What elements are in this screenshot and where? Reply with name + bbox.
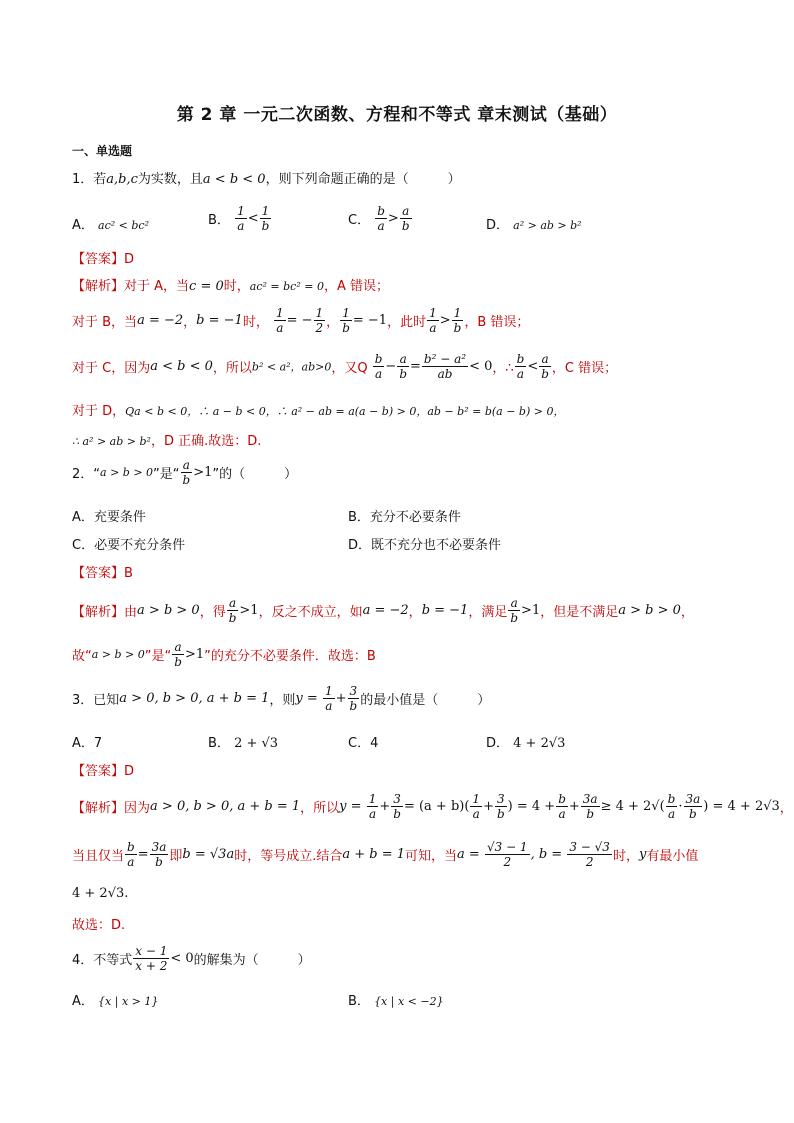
q4-option-a: A． {x | x > 1}: [72, 994, 159, 1009]
q1-analysis-line-5: ∴ a² > ab > b²，D 正确.故选：D.: [72, 434, 262, 449]
q3-answer: 【答案】D: [72, 764, 135, 779]
q3-option-c: C．4: [348, 736, 379, 751]
q2-analysis-line-1: 【解析】由a > b > 0，得 $\frac{a}{b}$ >1，反之不成立，如a = −2，b = −1，满足 $\frac{a}{b}$ >1，但是不满足a > b > 0，: [72, 596, 694, 625]
q3-analysis-line-1: 【解析】因为a > 0, b > 0, a + b = 1，所以y = $\frac{1}{a}$ + $\frac{3}{b}$ = (a + b)( $\frac{1}{a}$ + $\frac{3}{b}$ ) = 4 + $\frac{b}{a}$ + $\frac{3a}{b}$ ≥ 4 + 2√( $\frac{b}{a}$ · $\frac{3a}{b}$ ) = 4 + 2√3，: [72, 792, 793, 821]
q1-analysis-line-4: 对于 D，Qa < b < 0，∴ a − b < 0，∴ a² − ab = a(a − b) > 0，ab − b² = b(a − b) > 0，: [72, 404, 565, 419]
q1-answer: 【答案】D: [72, 252, 135, 267]
question-3-stem: 3．已知a > 0, b > 0, a + b = 1，则y = $\frac{1}{a}$ + $\frac{3}{b}$ 的最小值是（ ）: [72, 684, 491, 713]
q1-option-c: C． $\frac{b}{a}$ > $\frac{a}{b}$: [348, 204, 410, 233]
question-1-stem: 1．若a,b,c为实数，且a < b < 0，则下列命题正确的是（ ）: [72, 172, 461, 187]
q3-analysis-line-2: 当且仅当 $\frac{b}{a}$ = $\frac{3a}{b}$ 即b = √3a时，等号成立.结合a + b = 1可知，当a = $\frac{√3 - 1}{2}$ , b = $\frac{3 - √3}{2}$ 时，y有最小值: [72, 840, 699, 869]
q1-option-b: B． $\frac{1}{a}$ < $\frac{1}{b}$: [208, 204, 270, 233]
q2-option-c: C．必要不充分条件: [72, 538, 186, 553]
q3-option-d: D． 4 + 2√3: [486, 736, 566, 751]
q1-option-a: A． ac² < bc²: [72, 218, 149, 233]
q1-analysis-line-3: 对于 C，因为a < b < 0，所以b² < a²，ab>0，又Q $\frac{b}{a}$ − $\frac{a}{b}$ = $\frac{\text{b² − a²}}{ab}$ < 0，∴ $\frac{b}{a}$ < $\frac{a}{b}$ ，C 错误；: [72, 352, 618, 381]
q1-analysis-line-2: 对于 B，当a = −2，b = −1时， $\frac{1}{a}$ = − $\frac{1}{2}$ ， $\frac{1}{b}$ = −1，此时 $\frac{1}{a}$ > $\frac{1}{b}$ ，B 错误；: [72, 306, 530, 335]
page-title: 第 2 章 一元二次函数、方程和不等式 章末测试（基础）: [176, 105, 618, 125]
q2-analysis-line-2: 故“a > b > 0”是“ $\frac{a}{b}$ >1”的充分不必要条件．故选：B: [72, 640, 376, 669]
q2-option-a: A．充要条件: [72, 510, 146, 525]
question-2-stem: 2．“a > b > 0”是“ $\frac{a}{b}$ >1”的（ ）: [72, 458, 298, 487]
q2-option-d: D．既不充分也不必要条件: [348, 538, 502, 553]
q4-option-b: B． {x | x < −2}: [348, 994, 444, 1009]
q1-option-d: D． a² > ab > b²: [486, 218, 582, 233]
q2-option-b: B．充分不必要条件: [348, 510, 461, 525]
q2-answer: 【答案】B: [72, 566, 133, 581]
section-heading: 一、单选题: [72, 144, 133, 158]
question-4-stem: 4．不等式 $\frac{x - 1}{x + 2}$ < 0的解集为（ ）: [72, 944, 311, 973]
q3-analysis-line-4: 故选：D.: [72, 918, 126, 933]
q3-option-b: B． 2 + √3: [208, 736, 279, 751]
q3-option-a: A．7: [72, 736, 103, 751]
q3-analysis-line-3: 4 + 2√3.: [72, 886, 129, 901]
q1-analysis-line-1: 【解析】对于 A，当c = 0时，ac² = bc² = 0，A 错误；: [72, 279, 389, 294]
